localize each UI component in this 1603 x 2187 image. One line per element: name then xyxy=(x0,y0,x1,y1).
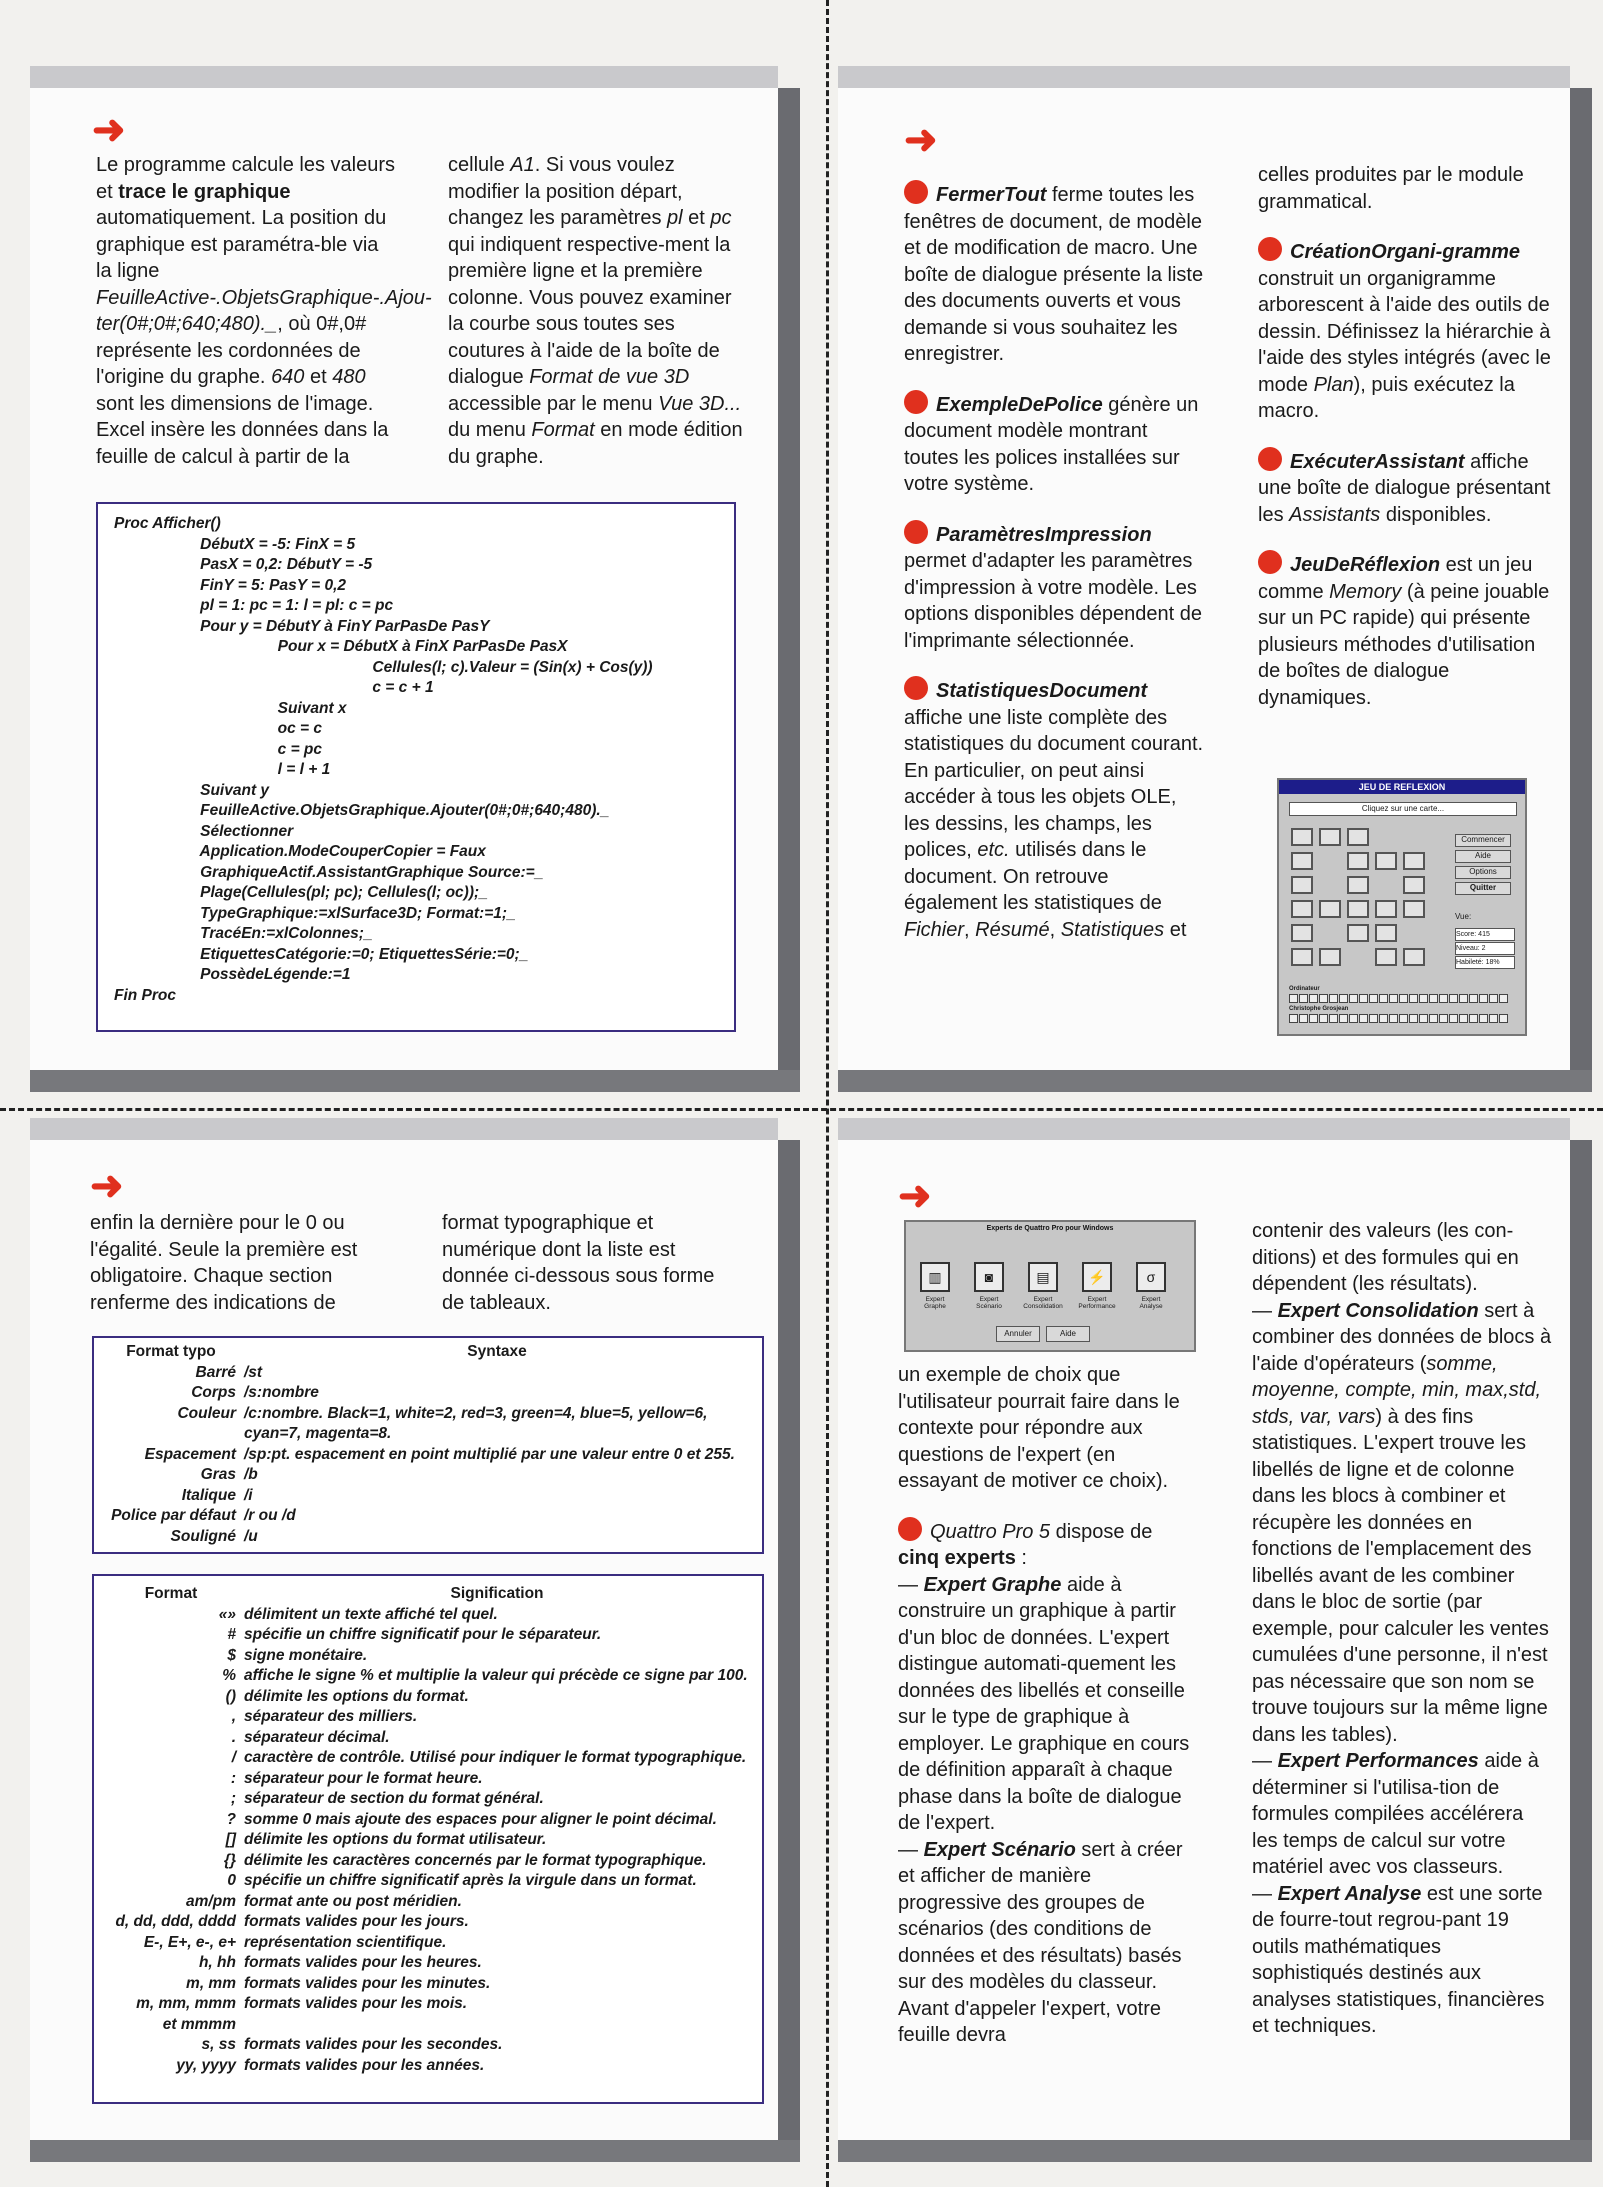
game-tally-box xyxy=(1389,994,1398,1003)
table-cell-value: /b xyxy=(244,1466,258,1483)
arrow-icon: ➜ xyxy=(92,108,126,152)
table-cell-value: séparateur des milliers. xyxy=(244,1708,418,1725)
table-cell-value: somme 0 mais ajoute des espaces pour aligner le point décimal. xyxy=(244,1810,717,1828)
table-row xyxy=(102,1912,754,1933)
game-card[interactable] xyxy=(1291,828,1313,846)
table-cell-key: 0 xyxy=(227,1872,236,1889)
table-cell-value: délimitent un texte affiché tel quel. xyxy=(244,1605,498,1623)
chart-icon[interactable]: ▥ xyxy=(920,1262,950,1292)
panel3-col2: format typographique et numérique dont la liste est donnée ci-dessous sous forme de tableaux. xyxy=(442,1212,715,1314)
experts-title: Experts de Quattro Pro pour Windows xyxy=(906,1222,1194,1236)
table-row xyxy=(102,1465,754,1486)
game-card[interactable] xyxy=(1347,828,1369,846)
game-tally-box xyxy=(1299,1014,1308,1023)
game-title: JEU DE REFLEXION xyxy=(1279,780,1525,794)
game-tally-box xyxy=(1499,1014,1508,1023)
table-cell-value xyxy=(240,2015,754,2036)
game-tally-box xyxy=(1489,994,1498,1003)
table-cell-key: E-, E+, e-, e+ xyxy=(143,1933,236,1951)
game-tally-box xyxy=(1299,994,1308,1003)
game-card[interactable] xyxy=(1375,924,1397,942)
table-cell-key: «» xyxy=(218,1605,236,1623)
table-cell-key: yy, yyyy xyxy=(176,2056,236,2074)
table-cell-key: am/pm xyxy=(186,1892,236,1910)
table-cell-key: ; xyxy=(230,1790,236,1807)
table-cell-key: h, hh xyxy=(198,1954,236,1971)
game-tally-box xyxy=(1399,994,1408,1003)
game-card[interactable] xyxy=(1347,900,1369,918)
table-cell-value: formats valides pour les mois. xyxy=(244,1995,468,2012)
lightning-icon[interactable]: ⚡ xyxy=(1082,1262,1112,1292)
code-line: Sélectionner xyxy=(114,822,294,840)
table-cell-value: séparateur de section du format général. xyxy=(244,1790,544,1807)
game-button-options[interactable]: Options xyxy=(1455,866,1511,879)
table-header: Syntaxe xyxy=(467,1343,527,1360)
code-line: Suivant x xyxy=(114,699,347,717)
table-row xyxy=(102,1707,754,1728)
table-cell-value: /st xyxy=(244,1363,263,1381)
table-cell-key: [] xyxy=(225,1831,236,1848)
game-tally-box xyxy=(1289,994,1298,1003)
game-prompt: Cliquez sur une carte... xyxy=(1289,802,1517,816)
table-row xyxy=(102,2035,754,2056)
table-header: Format typo xyxy=(126,1343,216,1360)
table-cell-value: formats valides pour les années. xyxy=(244,2056,485,2074)
table-row xyxy=(102,1953,754,1974)
game-tally-box xyxy=(1479,1014,1488,1023)
table-row xyxy=(102,1769,754,1790)
game-tally-box xyxy=(1369,994,1378,1003)
table-row xyxy=(102,2015,754,2036)
game-button-help[interactable]: Aide xyxy=(1455,850,1511,863)
table-cell-key: () xyxy=(225,1687,236,1705)
code-line: TracéEn:=xlColonnes;_ xyxy=(114,925,373,942)
code-line: PasX = 0,2: DébutY = -5 xyxy=(114,556,373,573)
panel1-col2: cellule A1. Si vous voulez modifier la position départ, changez les paramètres pl et pc qui indiquent respective-ment la première ligne et la première colonne. Vous pouvez examiner la courbe sous toutes ses coutures à l'aide de la boîte de dialogue Format de vue 3D accessible par le menu Vue 3D... du menu Format en mode édition du graphe. xyxy=(448,154,743,468)
table-row xyxy=(102,1506,754,1527)
game-card[interactable] xyxy=(1291,924,1313,942)
game-tally-box xyxy=(1429,994,1438,1003)
game-tally-box xyxy=(1449,994,1458,1003)
table-cell-key: : xyxy=(230,1769,236,1787)
table-cell-value: formats valides pour les minutes. xyxy=(244,1974,491,1992)
table-cell-key: Corps xyxy=(191,1384,236,1401)
panel2-col2: celles produites par le module grammatical. CréationOrgani-gramme construit un organigramme arborescent à l'aide des outils de dessin. Définissez la hiérarchie à l'aide des styles intégrés (avec le mode Plan), puis exécutez la macro. ExécuterAssistant affiche une boîte de dialogue présentant les Assistants disponibles. JeuDeRéflexion est un jeu comme Memory (à peine jouable sur un PC rapide) qui présente plusieurs méthodes d'utilisation de boîtes de dialogue dynamiques. xyxy=(1258,164,1551,709)
game-tally-box xyxy=(1499,994,1508,1003)
table-format-box xyxy=(92,1574,764,2104)
table-cell-key: $ xyxy=(227,1646,236,1664)
table-row xyxy=(102,1810,754,1831)
table-cell-value: /r ou /d xyxy=(244,1507,296,1524)
game-tally-box xyxy=(1419,994,1428,1003)
table-cell-value: spécifie un chiffre significatif après la virgule dans un format. xyxy=(244,1872,697,1889)
table-row xyxy=(102,1687,754,1708)
table-cell-key: # xyxy=(227,1626,236,1643)
code-listing-box xyxy=(96,502,736,1032)
game-card[interactable] xyxy=(1347,876,1369,894)
code-line: pl = 1: pc = 1: l = pl: c = pc xyxy=(114,597,394,614)
code-line: Fin Proc xyxy=(114,986,177,1004)
game-tally-box xyxy=(1329,994,1338,1003)
game-card[interactable] xyxy=(1347,852,1369,870)
game-card[interactable] xyxy=(1403,852,1425,870)
panel-format-tables xyxy=(30,1140,778,2140)
experts-help-button[interactable]: Aide xyxy=(1046,1326,1090,1342)
code-line: GraphiqueActif.AssistantGraphique Source:=_ xyxy=(114,863,544,881)
table-row xyxy=(102,1974,754,1995)
game-tally-box xyxy=(1309,1014,1318,1023)
game-tally-box xyxy=(1319,994,1328,1003)
table-cell-key: Espacement xyxy=(144,1445,236,1463)
code-line: Proc Afficher() xyxy=(114,515,221,532)
arrow-icon: ➜ xyxy=(904,118,938,162)
table-cell-key: , xyxy=(231,1708,236,1725)
code-line: TypeGraphique:=xlSurface3D; Format:=1;_ xyxy=(114,904,516,922)
game-tally-box xyxy=(1469,994,1478,1003)
table-cell-value: spécifie un chiffre significatif pour le séparateur. xyxy=(244,1626,602,1643)
table-header: Format xyxy=(144,1585,198,1602)
table-row xyxy=(102,1933,754,1954)
table-cell-key: / xyxy=(231,1749,236,1766)
code-line: oc = c xyxy=(114,720,323,737)
table-row xyxy=(102,1728,754,1749)
table-cell-key: m, mm, mmm xyxy=(136,1995,236,2012)
table-cell-value: /u xyxy=(244,1527,258,1545)
table-row xyxy=(102,1666,754,1687)
table-row xyxy=(102,2056,754,2077)
game-card[interactable] xyxy=(1403,900,1425,918)
game-card[interactable] xyxy=(1291,852,1313,870)
panel4-col1: un exemple de choix que l'utilisateur pourrait faire dans le contexte pour répondre aux questions de l'expert (en essayant de motiver ce choix). Quattro Pro 5 dispose de cinq experts : — Expert Graphe aide à construire un graphique à partir d'un bloc de données. L'expert distingue automati-quement les données des libellés et conseille sur le type de graphique à employer. Le graphique en cours de définition apparaît à chaque phase dans la boîte de dialogue de l'expert. — Expert Scénario sert à créer et afficher de manière progressive des groupes de scénarios (des conditions de données et des résultats) basés sur des modèles du classeur. Avant d'appeler l'expert, votre feuille devra xyxy=(898,1364,1190,2046)
game-tally-box xyxy=(1359,1014,1368,1023)
game-card[interactable] xyxy=(1347,924,1369,942)
game-tally-box xyxy=(1479,994,1488,1003)
code-line: Plage(Cellules(pl; pc); Cellules(l; oc));_ xyxy=(114,884,488,901)
game-tally-box xyxy=(1409,994,1418,1003)
game-tally-box xyxy=(1469,1014,1478,1023)
game-tally-box xyxy=(1359,994,1368,1003)
game-vue-label: Vue: xyxy=(1455,912,1472,921)
cut-line-vertical xyxy=(826,0,829,2187)
table-row xyxy=(102,1994,754,2015)
cut-line-horizontal xyxy=(0,1108,1603,1111)
game-card[interactable] xyxy=(1291,948,1313,966)
game-card[interactable] xyxy=(1375,948,1397,966)
code-line: Pour x = DébutX à FinX ParPasDe PasX xyxy=(114,638,568,655)
code-line: l = l + 1 xyxy=(114,761,331,778)
code-listing xyxy=(114,514,653,1006)
game-card[interactable] xyxy=(1403,948,1425,966)
table-cell-value: formats valides pour les heures. xyxy=(244,1954,482,1971)
game-tally-box xyxy=(1409,1014,1418,1023)
game-tally-box xyxy=(1379,1014,1388,1023)
table-row xyxy=(102,1445,754,1466)
code-line: c = c + 1 xyxy=(114,679,434,696)
code-line: c = pc xyxy=(114,740,323,758)
table-row xyxy=(102,1486,754,1507)
table-cell-value: séparateur pour le format heure. xyxy=(244,1769,483,1787)
table-row xyxy=(102,1892,754,1913)
arrow-icon: ➜ xyxy=(898,1174,932,1218)
table-cell-key: m, mm xyxy=(186,1974,236,1992)
table-row xyxy=(102,1851,754,1872)
code-line: EtiquettesCatégorie:=0; EtiquettesSérie:=0;_ xyxy=(114,945,529,963)
panel3-col1: enfin la dernière pour le 0 ou l'égalité. Seule la première est obligatoire. Chaque section renferme des indications de xyxy=(90,1212,358,1314)
table-row xyxy=(102,1871,754,1892)
game-tally-box xyxy=(1339,994,1348,1003)
game-player-1: Ordinateur xyxy=(1289,986,1320,992)
panel2-col1: FermerTout ferme toutes les fenêtres de document, de modèle et de modification de macro. Une boîte de dialogue présente la liste des documents ouverts et vous demande si vous souhaitez les enregistrer. ExempleDePolice génère un document modèle montrant toutes les polices installées sur votre système. ParamètresImpression permet d'adapter les paramètres d'impression à votre modèle. Les options disponibles dépendent de l'imprimante sélectionnée. StatistiquesDocument affiche une liste complète des statistiques du document courant. En particulier, on peut ainsi accéder à tous les objets OLE, les dessins, les champs, les polices, etc. utilisés dans le document. On retrouve également les statistiques de Fichier, Résumé, Statistiques et xyxy=(904,180,1204,965)
game-tally-box xyxy=(1419,1014,1428,1023)
table-format xyxy=(102,1584,754,2076)
table-cell-value: séparateur décimal. xyxy=(244,1728,390,1746)
game-button-start[interactable]: Commencer xyxy=(1455,834,1511,847)
expert-label: Expert Scénario xyxy=(976,1296,1002,1310)
table-cell-value: représentation scientifique. xyxy=(244,1933,447,1951)
game-tally-box xyxy=(1339,1014,1348,1023)
panel1-col1: Le programme calcule les valeurs et trace le graphique automatiquement. La position du graphique est paramétra-ble via la ligne FeuilleActive-.ObjetsGraphique-.Ajou-ter(0#;0#;640;480)._, où 0#,0# représente les cordonnées de l'origine du graphe. 640 et 480 sont les dimensions de l'image. Excel insère les données dans la feuille de calcul à partir de la xyxy=(96,154,432,468)
game-tally-box xyxy=(1369,1014,1378,1023)
table-row xyxy=(102,1605,754,1626)
game-card-grid xyxy=(1291,828,1441,978)
panel-word-macros xyxy=(838,88,1570,1070)
game-tally-box xyxy=(1429,1014,1438,1023)
game-tally-box xyxy=(1389,1014,1398,1023)
game-tally-box xyxy=(1329,1014,1338,1023)
table-row xyxy=(102,1363,754,1384)
table-row xyxy=(102,1383,754,1404)
table-cell-value: format ante ou post méridien. xyxy=(244,1892,462,1910)
experts-cancel-button[interactable]: Annuler xyxy=(996,1326,1040,1342)
table-row xyxy=(102,1527,754,1548)
game-button-quit[interactable]: Quitter xyxy=(1455,882,1511,895)
game-card[interactable] xyxy=(1319,948,1341,966)
game-tally-box xyxy=(1439,1014,1448,1023)
expert-label: Expert Graphe xyxy=(924,1296,946,1310)
memory-game-screenshot xyxy=(1277,778,1527,1036)
code-line: DébutX = -5: FinX = 5 xyxy=(114,535,356,553)
game-tally-box xyxy=(1459,1014,1468,1023)
table-typo-box xyxy=(92,1336,764,1554)
table-cell-key: Italique xyxy=(181,1486,236,1504)
game-score: Score: 415 xyxy=(1455,928,1515,941)
table-cell-value: délimite les options du format. xyxy=(244,1687,469,1705)
game-card[interactable] xyxy=(1319,828,1341,846)
table-cell-value: affiche le signe % et multiplie la valeur qui précède ce signe par 100. xyxy=(244,1667,748,1684)
table-cell-value: /s:nombre xyxy=(244,1384,319,1401)
table-cell-value: /i xyxy=(244,1486,253,1504)
arrow-icon: ➜ xyxy=(90,1164,124,1208)
game-tally-box xyxy=(1289,1014,1298,1023)
expert-label: Expert Performance xyxy=(1078,1296,1116,1310)
game-tally-box xyxy=(1449,1014,1458,1023)
game-tally-box xyxy=(1319,1014,1328,1023)
game-tally-box xyxy=(1379,994,1388,1003)
table-cell-key: Gras xyxy=(200,1466,236,1483)
table-cell-value: délimite les options du format utilisateur. xyxy=(244,1831,547,1848)
table-cell-key: Police par défaut xyxy=(111,1507,236,1524)
panel4-col2: contenir des valeurs (les con-ditions) et des formules qui en dépendent (les résultats). — Expert Consolidation sert à combiner des données de blocs à l'aide d'opérateurs (somme, moyenne, compte, min, max,std, stds, var, vars) à des fins statistiques. L'expert trouve les libellés de ligne et de colonne dans les blocs à combiner et récupère les données en fonctions de l'emplacement des libellés avant de les combiner dans le bloc de sortie (par exemple, pour calculer les ventes cumulées d'une personne, il n'est pas nécessaire que son nom se trouve toujours sur la même ligne dans les tables). — Expert Performances aide à déterminer si l'utilisa-tion de formules compilées accélérera les temps de calcul sur votre matériel avec vos classeurs. — Expert Analyse est une sorte de fourre-tout regrou-pant 19 outils mathématiques sophistiqués destinés aux analyses statistiques, financières et techniques. xyxy=(1252,1220,1552,2037)
game-card[interactable] xyxy=(1375,900,1397,918)
table-cell-value: /c:nombre. Black=1, white=2, red=3, green=4, blue=5, yellow=6, cyan=7, magenta=8. xyxy=(244,1404,708,1442)
table-typo xyxy=(102,1342,754,1547)
table-cell-key: Barré xyxy=(195,1363,236,1381)
game-tally-box xyxy=(1459,994,1468,1003)
table-cell-value: /sp:pt. espacement en point multiplié par une valeur entre 0 et 255. xyxy=(244,1445,735,1463)
expert-label: Expert Analyse xyxy=(1139,1296,1163,1310)
game-tally-box xyxy=(1309,994,1318,1003)
game-tally-box xyxy=(1349,994,1358,1003)
game-tally-box xyxy=(1349,1014,1358,1023)
code-line: FeuilleActive.ObjetsGraphique.Ajouter(0#;0#;640;480)._ xyxy=(114,802,610,819)
code-line: Application.ModeCouperCopier = Faux xyxy=(114,843,486,860)
code-line: Pour y = DébutY à FinY ParPasDe PasY xyxy=(114,617,490,635)
table-cell-key: Souligné xyxy=(170,1527,236,1545)
table-cell-value: formats valides pour les secondes. xyxy=(244,2036,503,2053)
game-card[interactable] xyxy=(1375,852,1397,870)
expert-label: Expert Consolidation xyxy=(1023,1296,1063,1310)
game-card[interactable] xyxy=(1291,900,1313,918)
table-cell-key: d, dd, ddd, dddd xyxy=(115,1913,236,1930)
camera-icon[interactable]: ◙ xyxy=(974,1262,1004,1292)
table-cell-key: ? xyxy=(226,1810,236,1828)
game-tally-box xyxy=(1489,1014,1498,1023)
game-card[interactable] xyxy=(1291,876,1313,894)
panel-excel-graph xyxy=(30,88,778,1070)
game-card[interactable] xyxy=(1319,900,1341,918)
table-cell-key: . xyxy=(231,1728,236,1746)
sigma-icon[interactable]: σ xyxy=(1136,1262,1166,1292)
code-line: Cellules(l; c).Valeur = (Sin(x) + Cos(y)) xyxy=(114,658,653,676)
table-row xyxy=(102,1404,754,1445)
table-cell-key: % xyxy=(222,1667,236,1684)
game-level: Niveau: 2 xyxy=(1455,942,1515,955)
game-tally-box xyxy=(1399,1014,1408,1023)
code-line: PossèdeLégende:=1 xyxy=(114,966,351,983)
quattro-experts-screenshot xyxy=(904,1220,1196,1352)
table-cell-key: s, ss xyxy=(201,2036,236,2053)
game-tally-box xyxy=(1439,994,1448,1003)
code-line: Suivant y xyxy=(114,781,270,799)
table-cell-key: {} xyxy=(223,1851,236,1869)
table-cell-value: caractère de contrôle. Utilisé pour indiquer le format typographique. xyxy=(244,1749,747,1766)
table-cell-value: délimite les caractères concernés par le format typographique. xyxy=(244,1851,707,1869)
table-cell-value: formats valides pour les jours. xyxy=(244,1913,469,1930)
code-line: FinY = 5: PasY = 0,2 xyxy=(114,576,347,594)
panel-quattro-experts xyxy=(838,1140,1570,2140)
game-card[interactable] xyxy=(1403,876,1425,894)
table-cell-value: signe monétaire. xyxy=(244,1646,368,1664)
stack-icon[interactable]: ▤ xyxy=(1028,1262,1058,1292)
table-row xyxy=(102,1748,754,1769)
table-cell-key: et mmmm xyxy=(162,2015,236,2033)
table-row xyxy=(102,1830,754,1851)
table-row xyxy=(102,1625,754,1646)
game-skill: Habileté: 18% xyxy=(1455,956,1515,969)
game-player-2: Christophe Grosjean xyxy=(1289,1006,1349,1012)
table-row xyxy=(102,1646,754,1667)
table-row xyxy=(102,1789,754,1810)
table-cell-key: Couleur xyxy=(177,1404,236,1422)
table-header: Signification xyxy=(450,1585,544,1602)
